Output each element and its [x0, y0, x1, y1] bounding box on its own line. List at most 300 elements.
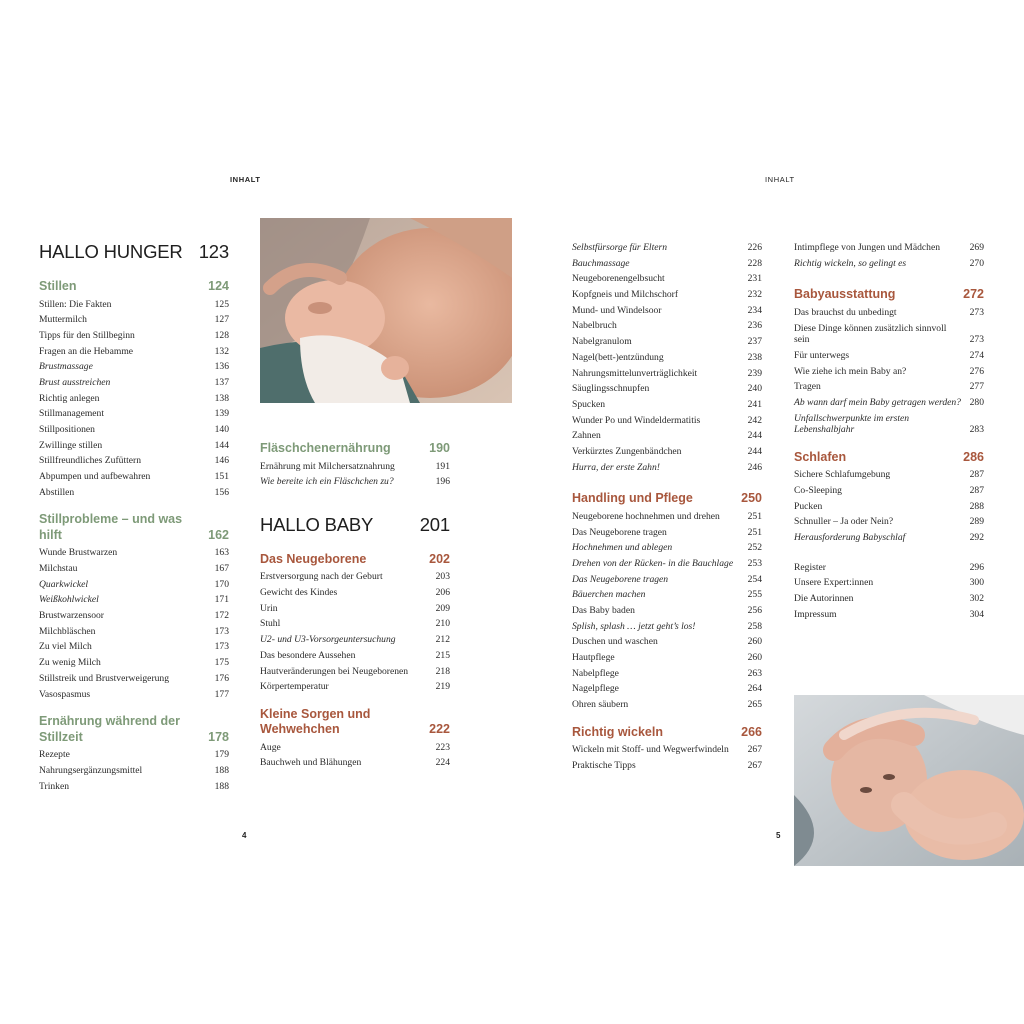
- entry-title: Splish, splash … jetzt geht’s los!: [572, 620, 696, 632]
- toc-section: [39, 714, 229, 792]
- toc-entry[interactable]: [39, 299, 229, 311]
- toc-entry[interactable]: [39, 563, 229, 575]
- toc-entry[interactable]: [794, 562, 984, 574]
- entry-title: Bauchmassage: [572, 257, 630, 269]
- section-page: 190: [429, 441, 450, 455]
- bathing-baby-photo: [794, 695, 1024, 866]
- entry-title: Abstillen: [39, 486, 75, 498]
- toc-section: [572, 725, 762, 772]
- entry-title: Erstversorgung nach der Geburt: [260, 571, 383, 583]
- toc-entry[interactable]: [794, 258, 984, 270]
- section-title: Das Neugeborene: [260, 551, 367, 566]
- entry-page: 234: [747, 304, 762, 316]
- toc-entry[interactable]: [794, 350, 984, 362]
- entry-page: 128: [214, 329, 229, 341]
- entry-title: Auge: [260, 741, 281, 753]
- entry-page: 267: [747, 759, 762, 771]
- entry-title: Körpertemperatur: [260, 681, 329, 693]
- entry-title: Richtig anlegen: [39, 392, 100, 404]
- entry-title: Selbstfürsorge für Eltern: [572, 242, 668, 253]
- toc-entry[interactable]: [39, 749, 229, 761]
- section-list: [794, 287, 984, 543]
- section-list: [260, 441, 450, 488]
- entry-page: 136: [214, 361, 229, 373]
- entry-title: Nabelgranulom: [572, 336, 632, 348]
- toc-entry[interactable]: [260, 618, 450, 630]
- toc-entry[interactable]: [39, 377, 229, 389]
- toc-entry[interactable]: [572, 242, 762, 254]
- entry-page: 226: [747, 242, 762, 253]
- toc-entry[interactable]: [572, 415, 762, 427]
- entry-page: 210: [435, 618, 450, 630]
- entry-page: 236: [747, 320, 762, 332]
- toc-entry[interactable]: [39, 346, 229, 358]
- entry-title: Kopfgneis und Milchschorf: [572, 289, 679, 301]
- toc-entry[interactable]: [794, 381, 984, 393]
- toc-entry[interactable]: [794, 501, 984, 513]
- entry-list: [794, 242, 984, 269]
- toc-entry[interactable]: [572, 542, 762, 554]
- entry-title: Verkürztes Zungenbändchen: [572, 445, 682, 457]
- section-page: 250: [741, 491, 762, 506]
- entry-page: 288: [969, 500, 984, 512]
- entry-page: 300: [969, 577, 984, 589]
- section-page: 124: [208, 279, 229, 293]
- breastfeeding-photo: [260, 218, 512, 403]
- toc-entry[interactable]: [794, 609, 984, 621]
- entry-page: 264: [747, 683, 762, 695]
- toc-entry[interactable]: [572, 399, 762, 411]
- toc-section: [39, 279, 229, 498]
- entry-title: Stillen: Die Fakten: [39, 298, 112, 310]
- entry-page: 260: [747, 652, 762, 663]
- section-title: Kleine Sorgen und Wehwehchen: [260, 706, 371, 737]
- entry-page: 304: [969, 608, 984, 620]
- entry-page: 144: [214, 439, 229, 451]
- toc-entry[interactable]: [39, 455, 229, 467]
- toc-entry[interactable]: [794, 307, 984, 319]
- entry-page: 167: [214, 563, 229, 575]
- toc-entry[interactable]: [572, 621, 762, 633]
- entry-page: 206: [435, 587, 450, 599]
- toc-entry[interactable]: [572, 462, 762, 474]
- section-heading[interactable]: [260, 441, 450, 457]
- entry-title: Nagel(bett-)entzündung: [572, 351, 664, 363]
- entry-title: Hurra, der erste Zahn!: [572, 461, 660, 473]
- entry-title: Wie ziehe ich mein Baby an?: [794, 365, 907, 377]
- section-page: 162: [208, 527, 229, 542]
- entry-title: Tipps für den Stillbeginn: [39, 329, 135, 341]
- entry-title: Mund- und Windelsoor: [572, 304, 662, 316]
- entry-page: 218: [435, 665, 450, 677]
- entry-page: 179: [214, 749, 229, 761]
- section-heading[interactable]: [39, 279, 229, 295]
- toc-entry[interactable]: [572, 668, 762, 680]
- entry-page: 280: [969, 396, 984, 408]
- toc-entry[interactable]: [260, 634, 450, 646]
- part-heading[interactable]: [260, 514, 450, 536]
- entry-title: Hautpflege: [572, 652, 615, 663]
- part-page: 123: [198, 241, 229, 262]
- entry-page: 276: [969, 365, 984, 377]
- entry-title: Stillstreik und Brustverweigerung: [39, 672, 170, 684]
- page-number-left: 4: [242, 831, 247, 840]
- entry-page: 163: [214, 547, 229, 559]
- entry-title: Zahnen: [572, 430, 601, 442]
- entry-page: 251: [747, 510, 762, 522]
- entry-title: Das Neugeborene tragen: [572, 526, 667, 538]
- entry-page: 140: [214, 424, 229, 435]
- entry-page: 287: [969, 484, 984, 496]
- entry-title: Wunde Brustwarzen: [39, 547, 118, 559]
- entry-page: 156: [214, 486, 229, 498]
- entry-title: Intimpflege von Jungen und Mädchen: [794, 242, 941, 253]
- entry-page: 274: [969, 349, 984, 361]
- part-heading[interactable]: [39, 241, 229, 263]
- toc-entry[interactable]: [260, 742, 450, 754]
- entry-title: U2- und U3-Vorsorgeuntersuchung: [260, 634, 396, 646]
- entry-title: Das brauchst du unbedingt: [794, 306, 897, 318]
- entry-title: Nahrungsmittelunverträglichkeit: [572, 367, 698, 379]
- toc-entry[interactable]: [572, 744, 762, 756]
- toc-entry[interactable]: [572, 273, 762, 285]
- entry-title: Fragen an die Hebamme: [39, 345, 134, 357]
- section-page: 178: [208, 729, 229, 744]
- toc-column-2: [260, 441, 450, 773]
- toc-entry[interactable]: [260, 757, 450, 769]
- section-list: [260, 552, 450, 769]
- toc-entry[interactable]: [260, 603, 450, 615]
- entry-page: 256: [747, 604, 762, 616]
- toc-entry[interactable]: [39, 547, 229, 559]
- running-head-left: INHALT: [230, 175, 261, 184]
- entry-page: 265: [747, 699, 762, 711]
- entry-title: Milchbläschen: [39, 625, 96, 637]
- toc-entry[interactable]: [39, 314, 229, 326]
- entry-title: Stuhl: [260, 618, 281, 630]
- entry-title: Abpumpen und aufbewahren: [39, 471, 151, 483]
- section-heading[interactable]: [39, 512, 229, 543]
- section-heading[interactable]: [572, 725, 762, 741]
- toc-entry[interactable]: [39, 765, 229, 777]
- toc-entry[interactable]: [794, 242, 984, 254]
- toc-entry[interactable]: [572, 446, 762, 458]
- toc-entry[interactable]: [572, 636, 762, 648]
- entry-title: Drehen von der Rücken- in die Bauchlage: [572, 557, 734, 569]
- entry-page: 287: [969, 469, 984, 481]
- toc-entry[interactable]: [794, 577, 984, 589]
- section-heading[interactable]: [260, 552, 450, 568]
- toc-entry[interactable]: [794, 516, 984, 528]
- entry-title: Brustwarzensoor: [39, 610, 105, 622]
- entry-title: Pucken: [794, 500, 823, 512]
- entry-title: Ab wann darf mein Baby getragen werden?: [794, 396, 961, 408]
- entry-page: 242: [747, 414, 762, 426]
- toc-section: [572, 491, 762, 710]
- toc-entry[interactable]: [39, 781, 229, 793]
- entry-title: Schnuller – Ja oder Nein?: [794, 516, 894, 528]
- entry-list: [572, 242, 762, 473]
- toc-entry[interactable]: [794, 413, 984, 436]
- toc-section: [794, 287, 984, 435]
- entry-page: 296: [969, 561, 984, 573]
- entry-page: 270: [969, 257, 984, 269]
- toc-entry[interactable]: [39, 393, 229, 405]
- entry-page: 173: [214, 641, 229, 653]
- section-heading[interactable]: [572, 491, 762, 507]
- toc-entry[interactable]: [572, 652, 762, 664]
- section-page: 286: [963, 449, 984, 464]
- entry-title: Impressum: [794, 608, 837, 620]
- entry-page: 209: [435, 602, 450, 614]
- toc-entry[interactable]: [794, 469, 984, 481]
- entry-page: 283: [969, 424, 984, 436]
- entry-page: 239: [747, 367, 762, 379]
- entry-title: Nabelbruch: [572, 320, 617, 332]
- entry-title: Bäuerchen machen: [572, 589, 646, 601]
- entry-title: Stillpositionen: [39, 424, 95, 435]
- toc-entry[interactable]: [260, 666, 450, 678]
- entry-page: 255: [747, 589, 762, 601]
- entry-title: Ohren säubern: [572, 699, 629, 711]
- entry-page: 289: [969, 516, 984, 528]
- toc-entry[interactable]: [39, 689, 229, 701]
- section-heading[interactable]: [39, 714, 229, 745]
- section-page: 272: [963, 287, 984, 302]
- entry-page: 252: [747, 542, 762, 554]
- toc-entry[interactable]: [572, 383, 762, 395]
- entry-title: Für unterwegs: [794, 349, 850, 361]
- entry-list: [794, 562, 984, 621]
- entry-page: 228: [747, 257, 762, 269]
- toc-entry[interactable]: [39, 361, 229, 373]
- entry-title: Das Baby baden: [572, 604, 635, 616]
- entry-page: 260: [747, 636, 762, 648]
- entry-title: Stillmanagement: [39, 408, 105, 420]
- entry-page: 244: [747, 445, 762, 457]
- entry-page: 273: [969, 334, 984, 346]
- entry-page: 151: [214, 471, 229, 483]
- entry-title: Sichere Schlafumgebung: [794, 469, 891, 481]
- entry-title: Die Autorinnen: [794, 593, 854, 605]
- entry-page: 224: [435, 757, 450, 769]
- entry-page: 177: [214, 688, 229, 700]
- entry-title: Rezepte: [39, 749, 70, 761]
- entry-page: 203: [435, 571, 450, 583]
- toc-entry[interactable]: [39, 657, 229, 669]
- toc-entry[interactable]: [572, 683, 762, 695]
- toc-entry[interactable]: [572, 605, 762, 617]
- toc-entry[interactable]: [39, 330, 229, 342]
- section-heading[interactable]: [794, 287, 984, 303]
- toc-entry[interactable]: [39, 610, 229, 622]
- entry-title: Nahrungsergänzungsmittel: [39, 764, 143, 776]
- entry-title: Nagelpflege: [572, 683, 619, 695]
- toc-entry[interactable]: [39, 626, 229, 638]
- entry-title: Neugeborenengelbsucht: [572, 273, 665, 285]
- toc-entry[interactable]: [794, 485, 984, 497]
- entry-title: Gewicht des Kindes: [260, 587, 338, 599]
- entry-title: Duschen und waschen: [572, 636, 658, 648]
- entry-page: 223: [435, 741, 450, 753]
- entry-page: 171: [214, 594, 229, 606]
- entry-page: 238: [747, 351, 762, 363]
- entry-page: 170: [214, 578, 229, 590]
- section-title: Fläschchenernährung: [260, 441, 391, 455]
- toc-entry[interactable]: [39, 673, 229, 685]
- entry-title: Wickeln mit Stoff- und Wegwerfwindeln: [572, 744, 729, 756]
- toc-column-1: [39, 241, 229, 796]
- entry-page: 231: [747, 273, 762, 285]
- toc-entry[interactable]: [260, 476, 450, 488]
- entry-page: 269: [969, 242, 984, 253]
- entry-page: 173: [214, 625, 229, 637]
- toc-entry[interactable]: [39, 641, 229, 653]
- entry-title: Das besondere Aussehen: [260, 649, 356, 661]
- entry-page: 240: [747, 383, 762, 395]
- entry-page: 258: [747, 620, 762, 632]
- entry-title: Praktische Tipps: [572, 759, 636, 771]
- toc-column-3: [572, 242, 762, 776]
- entry-page: 196: [435, 476, 450, 488]
- running-head-right: INHALT: [765, 175, 795, 184]
- entry-title: Stillfreundliches Zufüttern: [39, 455, 142, 467]
- section-title: Schlafen: [794, 449, 847, 464]
- toc-entry[interactable]: [572, 320, 762, 332]
- section-title: Stillprobleme – und was hilft: [39, 512, 183, 542]
- toc-entry[interactable]: [39, 487, 229, 499]
- entry-page: 292: [969, 532, 984, 544]
- toc-entry[interactable]: [260, 650, 450, 662]
- entry-title: Nabelpflege: [572, 667, 619, 679]
- entry-page: 137: [214, 376, 229, 388]
- entry-title: Quarkwickel: [39, 578, 89, 590]
- toc-section: [39, 512, 229, 700]
- entry-page: 251: [747, 526, 762, 538]
- entry-page: 273: [969, 306, 984, 318]
- entry-page: 132: [214, 345, 229, 357]
- toc-entry[interactable]: [794, 532, 984, 544]
- toc-entry[interactable]: [572, 760, 762, 772]
- toc-entry[interactable]: [260, 587, 450, 599]
- toc-entry[interactable]: [794, 397, 984, 409]
- toc-entry[interactable]: [260, 461, 450, 473]
- toc-entry[interactable]: [572, 527, 762, 539]
- toc-entry[interactable]: [572, 699, 762, 711]
- entry-page: 302: [969, 593, 984, 605]
- entry-page: 212: [435, 634, 450, 646]
- toc-entry[interactable]: [572, 258, 762, 270]
- entry-title: Muttermilch: [39, 314, 87, 326]
- toc-entry[interactable]: [572, 430, 762, 442]
- entry-title: Weißkohlwickel: [39, 594, 99, 606]
- toc-section: [260, 707, 450, 769]
- entry-title: Brust ausstreichen: [39, 376, 111, 388]
- entry-page: 139: [214, 408, 229, 420]
- toc-entry[interactable]: [39, 579, 229, 591]
- toc-entry[interactable]: [39, 408, 229, 420]
- entry-page: 191: [435, 460, 450, 472]
- entry-title: Ernährung mit Milchersatznahrung: [260, 460, 395, 472]
- entry-title: Bauchweh und Blähungen: [260, 757, 362, 769]
- toc-entry[interactable]: [39, 594, 229, 606]
- entry-title: Unfallschwerpunkte im ersten Lebenshalbjahr: [794, 412, 910, 436]
- toc-entry[interactable]: [260, 571, 450, 583]
- entry-title: Das Neugeborene tragen: [572, 573, 669, 585]
- toc-entry[interactable]: [39, 424, 229, 436]
- toc-entry[interactable]: [572, 589, 762, 601]
- entry-page: 254: [747, 573, 762, 585]
- entry-title: Wie bereite ich ein Fläschchen zu?: [260, 476, 394, 488]
- entry-title: Register: [794, 561, 826, 573]
- toc-entry[interactable]: [39, 471, 229, 483]
- part-page: 201: [419, 513, 450, 535]
- entry-page: 244: [747, 430, 762, 442]
- entry-page: 241: [747, 398, 762, 410]
- part-title: HALLO BABY: [260, 513, 374, 535]
- section-heading[interactable]: [794, 450, 984, 466]
- toc-column-4: [794, 242, 984, 624]
- section-list: [572, 491, 762, 771]
- entry-title: Säuglingsschnupfen: [572, 383, 650, 395]
- entry-page: 172: [214, 610, 229, 622]
- entry-page: 267: [747, 744, 762, 756]
- entry-title: Wunder Po und Windeldermatitis: [572, 414, 701, 426]
- entry-page: 125: [214, 298, 229, 310]
- toc-entry[interactable]: [572, 511, 762, 523]
- toc-entry[interactable]: [39, 440, 229, 452]
- entry-page: 146: [214, 455, 229, 467]
- toc-entry[interactable]: [572, 305, 762, 317]
- toc-entry[interactable]: [572, 352, 762, 364]
- entry-page: 263: [747, 667, 762, 679]
- entry-title: Spucken: [572, 398, 606, 410]
- entry-title: Richtig wickeln, so gelingt es: [794, 257, 907, 269]
- toc-entry[interactable]: [572, 574, 762, 586]
- section-title: Ernährung während der Stillzeit: [39, 714, 180, 744]
- entry-title: Hochnehmen und ablegen: [572, 542, 673, 554]
- entry-title: Trinken: [39, 780, 70, 792]
- section-heading[interactable]: [260, 707, 450, 738]
- entry-page: 237: [747, 336, 762, 348]
- toc-entry[interactable]: [794, 323, 984, 346]
- toc-section: [794, 450, 984, 544]
- section-page: 266: [741, 724, 762, 739]
- entry-page: 175: [214, 657, 229, 669]
- toc-entry[interactable]: [794, 366, 984, 378]
- entry-page: 215: [435, 649, 450, 661]
- entry-title: Unsere Expert:innen: [794, 577, 874, 589]
- entry-title: Neugeborene hochnehmen und drehen: [572, 510, 720, 522]
- entry-page: 253: [747, 557, 762, 569]
- entry-title: Zu wenig Milch: [39, 657, 101, 669]
- entry-title: Brustmassage: [39, 361, 93, 373]
- entry-title: Tragen: [794, 381, 821, 393]
- toc-entry[interactable]: [794, 593, 984, 605]
- toc-entry[interactable]: [260, 681, 450, 693]
- entry-page: 138: [214, 392, 229, 404]
- entry-page: 246: [747, 461, 762, 473]
- toc-section: [260, 441, 450, 488]
- toc-entry[interactable]: [572, 289, 762, 301]
- toc-entry[interactable]: [572, 336, 762, 348]
- toc-entry[interactable]: [572, 558, 762, 570]
- entry-title: Diese Dinge können zusätzlich sinnvoll sein: [794, 322, 947, 346]
- toc-entry[interactable]: [572, 368, 762, 380]
- entry-page: 127: [214, 314, 229, 326]
- entry-title: Co-Sleeping: [794, 484, 842, 496]
- section-title: Stillen: [39, 279, 77, 293]
